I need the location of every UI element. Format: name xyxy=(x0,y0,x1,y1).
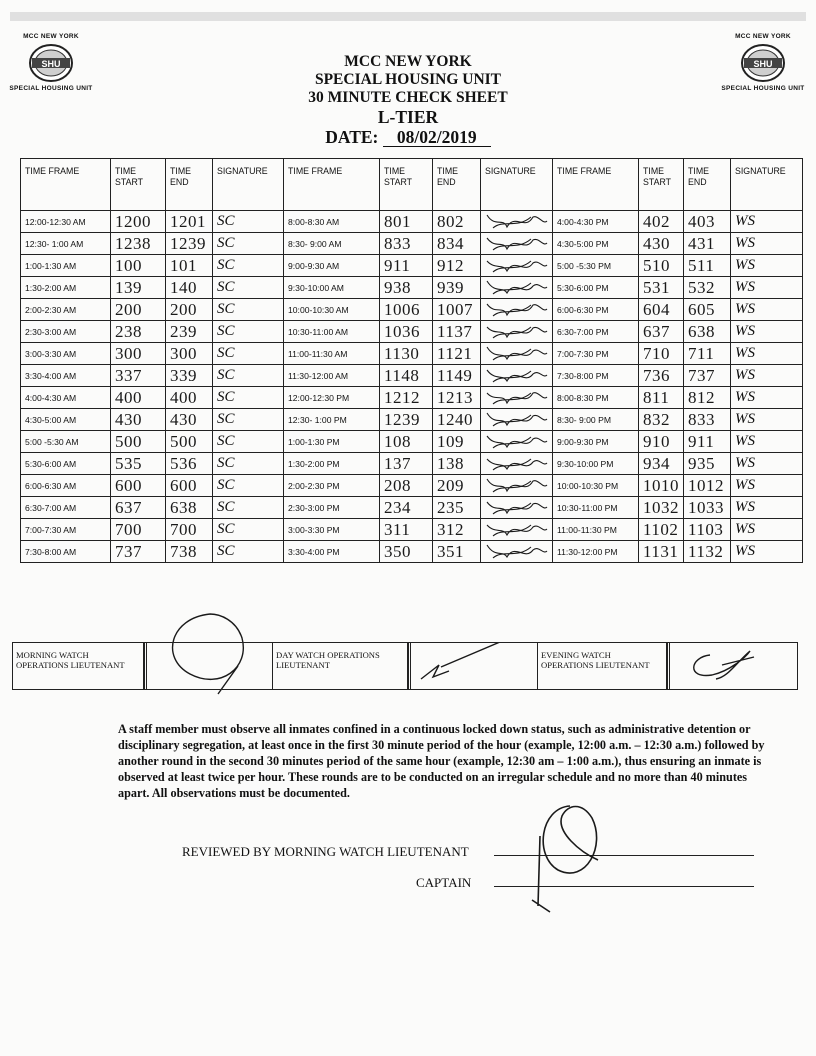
time-frame-cell: 6:00-6:30 PM xyxy=(553,299,639,321)
time-frame-cell: 10:30-11:00 PM xyxy=(553,497,639,519)
time-frame-cell: 6:00-6:30 AM xyxy=(21,475,111,497)
time-end-cell: 400 xyxy=(166,387,213,409)
check-sheet-table xyxy=(20,158,803,563)
table-row xyxy=(21,387,803,409)
column-header: SIGNATURE xyxy=(213,159,284,211)
time-start-cell: 938 xyxy=(380,277,433,299)
emblem-label: SHU xyxy=(41,59,61,69)
signature-scribble xyxy=(481,299,551,320)
day-watch-label: DAY WATCH OPERATIONS LIEUTENANT xyxy=(276,650,380,670)
day-watch-signature xyxy=(411,643,531,687)
time-end-cell: 1240 xyxy=(433,409,481,431)
signature-cell: SC xyxy=(213,453,284,475)
time-end-cell: 430 xyxy=(166,409,213,431)
table-row xyxy=(21,255,803,277)
time-start-cell: 531 xyxy=(639,277,684,299)
signature-cell: WS xyxy=(731,321,803,343)
signature-cell: SC xyxy=(213,475,284,497)
column-header: TIME END xyxy=(684,159,731,211)
time-frame-cell: 9:00-9:30 PM xyxy=(553,431,639,453)
signature-scribble xyxy=(481,343,551,364)
evening-watch-signature-cell xyxy=(667,643,798,689)
time-start-cell: 510 xyxy=(639,255,684,277)
time-end-cell: 1137 xyxy=(433,321,481,343)
table-row xyxy=(21,321,803,343)
observation-policy-text: A staff member must observe all inmates confined in a continuous locked down status, such as administrative detention or disciplinary segregation, at least once in the first 30 minute period of the hour (example, 12:00 a.m. – 12:30 a.m.) followed by another round in the second 30 minutes period of the same hour (example, 12:30 am – 1:00 a.m.), thus ensuring an inmate is observed at least twice per hour. These rounds are to be conducted on an irregular schedule and no more than 40 minutes apart. All observations must be documented. xyxy=(118,722,765,800)
time-frame-cell: 3:30-4:00 PM xyxy=(284,541,380,563)
signature-cell xyxy=(481,497,553,519)
time-start-cell: 108 xyxy=(380,431,433,453)
time-start-cell: 1006 xyxy=(380,299,433,321)
signature-cell xyxy=(481,321,553,343)
time-start-cell: 910 xyxy=(639,431,684,453)
time-frame-cell: 2:00-2:30 AM xyxy=(21,299,111,321)
signature-scribble xyxy=(481,475,551,496)
time-start-cell: 811 xyxy=(639,387,684,409)
time-frame-cell: 10:00-10:30 AM xyxy=(284,299,380,321)
day-watch-label-cell xyxy=(273,643,408,689)
time-end-cell: 511 xyxy=(684,255,731,277)
signature-cell xyxy=(481,541,553,563)
time-frame-cell: 8:00-8:30 AM xyxy=(284,211,380,233)
time-start-cell: 350 xyxy=(380,541,433,563)
signature-scribble xyxy=(481,431,551,452)
time-start-cell: 100 xyxy=(111,255,166,277)
logo-bottom-text: SPECIAL HOUSING UNIT xyxy=(721,85,805,92)
logo-top-text: MCC NEW YORK xyxy=(23,33,79,40)
time-end-cell: 700 xyxy=(166,519,213,541)
signature-cell: SC xyxy=(213,211,284,233)
time-end-cell: 300 xyxy=(166,343,213,365)
time-frame-cell: 8:30- 9:00 AM xyxy=(284,233,380,255)
signature-scribble xyxy=(481,541,551,562)
time-frame-cell: 2:30-3:00 AM xyxy=(21,321,111,343)
logo-bottom-text: SPECIAL HOUSING UNIT xyxy=(9,85,93,92)
time-frame-cell: 4:30-5:00 PM xyxy=(553,233,639,255)
time-end-cell: 532 xyxy=(684,277,731,299)
time-frame-cell: 4:00-4:30 AM xyxy=(21,387,111,409)
table-row xyxy=(21,409,803,431)
time-end-cell: 1121 xyxy=(433,343,481,365)
signature-cell xyxy=(481,277,553,299)
time-end-cell: 1213 xyxy=(433,387,481,409)
time-end-cell: 500 xyxy=(166,431,213,453)
signature-scribble xyxy=(481,321,551,342)
column-header: TIME FRAME xyxy=(21,159,111,211)
shu-logo-left xyxy=(8,33,94,92)
table-row xyxy=(21,233,803,255)
time-frame-cell: 12:30- 1:00 PM xyxy=(284,409,380,431)
time-start-cell: 1036 xyxy=(380,321,433,343)
time-end-cell: 638 xyxy=(684,321,731,343)
signature-cell: SC xyxy=(213,321,284,343)
signature-cell: WS xyxy=(731,409,803,431)
time-start-cell: 1010 xyxy=(639,475,684,497)
time-frame-cell: 7:00-7:30 AM xyxy=(21,519,111,541)
time-frame-cell: 12:00-12:30 PM xyxy=(284,387,380,409)
signature-cell: SC xyxy=(213,343,284,365)
time-start-cell: 736 xyxy=(639,365,684,387)
signature-cell xyxy=(481,431,553,453)
time-start-cell: 1239 xyxy=(380,409,433,431)
time-start-cell: 737 xyxy=(111,541,166,563)
table-row xyxy=(21,343,803,365)
time-start-cell: 200 xyxy=(111,299,166,321)
signature-scribble xyxy=(481,233,551,254)
time-frame-cell: 1:30-2:00 PM xyxy=(284,453,380,475)
table-row xyxy=(21,453,803,475)
signature-cell xyxy=(481,255,553,277)
signature-scribble xyxy=(481,387,551,408)
time-end-cell: 912 xyxy=(433,255,481,277)
time-start-cell: 500 xyxy=(111,431,166,453)
time-end-cell: 140 xyxy=(166,277,213,299)
shu-emblem-icon xyxy=(740,43,786,83)
time-start-cell: 311 xyxy=(380,519,433,541)
time-end-cell: 138 xyxy=(433,453,481,475)
title-line-2: SPECIAL HOUSING UNIT xyxy=(314,71,502,88)
time-end-cell: 431 xyxy=(684,233,731,255)
table-row xyxy=(21,519,803,541)
title-line-1: MCC NEW YORK xyxy=(344,53,472,70)
time-frame-cell: 9:00-9:30 AM xyxy=(284,255,380,277)
time-end-cell: 834 xyxy=(433,233,481,255)
table-row xyxy=(21,211,803,233)
time-frame-cell: 3:00-3:30 AM xyxy=(21,343,111,365)
time-end-cell: 1149 xyxy=(433,365,481,387)
signature-scribble xyxy=(481,277,551,298)
time-end-cell: 737 xyxy=(684,365,731,387)
time-frame-cell: 9:30-10:00 AM xyxy=(284,277,380,299)
signature-cell xyxy=(481,409,553,431)
time-frame-cell: 5:00 -5:30 AM xyxy=(21,431,111,453)
signature-cell xyxy=(481,519,553,541)
time-start-cell: 139 xyxy=(111,277,166,299)
shu-logo-right xyxy=(720,33,806,92)
time-start-cell: 137 xyxy=(380,453,433,475)
column-header: TIME START xyxy=(639,159,684,211)
signature-cell: WS xyxy=(731,431,803,453)
time-end-cell: 239 xyxy=(166,321,213,343)
time-frame-cell: 1:30-2:00 AM xyxy=(21,277,111,299)
time-end-cell: 1012 xyxy=(684,475,731,497)
time-frame-cell: 7:30-8:00 AM xyxy=(21,541,111,563)
time-frame-cell: 6:30-7:00 PM xyxy=(553,321,639,343)
time-end-cell: 109 xyxy=(433,431,481,453)
column-header: SIGNATURE xyxy=(481,159,553,211)
signature-cell: SC xyxy=(213,387,284,409)
time-start-cell: 700 xyxy=(111,519,166,541)
time-frame-cell: 11:30-12:00 PM xyxy=(553,541,639,563)
table-row xyxy=(21,497,803,519)
signature-scribble xyxy=(481,519,551,540)
time-start-cell: 1032 xyxy=(639,497,684,519)
time-end-cell: 1007 xyxy=(433,299,481,321)
time-start-cell: 400 xyxy=(111,387,166,409)
time-frame-cell: 9:30-10:00 PM xyxy=(553,453,639,475)
signature-cell: SC xyxy=(213,541,284,563)
time-start-cell: 801 xyxy=(380,211,433,233)
time-start-cell: 1131 xyxy=(639,541,684,563)
time-frame-cell: 2:00-2:30 PM xyxy=(284,475,380,497)
time-frame-cell: 5:30-6:00 AM xyxy=(21,453,111,475)
document-title xyxy=(230,53,586,147)
time-frame-cell: 8:30- 9:00 PM xyxy=(553,409,639,431)
time-frame-cell: 11:30-12:00 AM xyxy=(284,365,380,387)
signature-cell: SC xyxy=(213,497,284,519)
signature-scribble xyxy=(481,211,551,232)
morning-watch-signature-cell xyxy=(144,643,274,689)
time-end-cell: 339 xyxy=(166,365,213,387)
evening-watch-label-cell xyxy=(538,643,667,689)
table-row xyxy=(21,299,803,321)
signature-scribble xyxy=(481,497,551,518)
time-start-cell: 637 xyxy=(639,321,684,343)
time-end-cell: 802 xyxy=(433,211,481,233)
morning-watch-label-cell xyxy=(13,643,144,689)
signature-cell: SC xyxy=(213,255,284,277)
morning-watch-label: MORNING WATCH OPERATIONS LIEUTENANT xyxy=(16,650,125,670)
time-end-cell: 638 xyxy=(166,497,213,519)
signature-cell xyxy=(481,453,553,475)
signature-cell: WS xyxy=(731,255,803,277)
captain-label: CAPTAIN xyxy=(416,875,472,890)
signature-cell: SC xyxy=(213,431,284,453)
signature-cell: WS xyxy=(731,211,803,233)
table-row xyxy=(21,541,803,563)
time-start-cell: 430 xyxy=(639,233,684,255)
time-start-cell: 1148 xyxy=(380,365,433,387)
time-start-cell: 832 xyxy=(639,409,684,431)
signature-cell: WS xyxy=(731,365,803,387)
time-start-cell: 833 xyxy=(380,233,433,255)
time-frame-cell: 12:00-12:30 AM xyxy=(21,211,111,233)
time-start-cell: 300 xyxy=(111,343,166,365)
time-end-cell: 605 xyxy=(684,299,731,321)
time-end-cell: 1033 xyxy=(684,497,731,519)
time-start-cell: 238 xyxy=(111,321,166,343)
column-header: TIME START xyxy=(111,159,166,211)
reviewed-by-label: REVIEWED BY MORNING WATCH LIEUTENANT xyxy=(182,844,469,859)
time-end-cell: 403 xyxy=(684,211,731,233)
time-start-cell: 1130 xyxy=(380,343,433,365)
day-watch-signature-cell xyxy=(408,643,538,689)
signature-cell xyxy=(481,233,553,255)
time-end-cell: 738 xyxy=(166,541,213,563)
signature-cell: SC xyxy=(213,519,284,541)
time-frame-cell: 2:30-3:00 PM xyxy=(284,497,380,519)
signature-cell: SC xyxy=(213,409,284,431)
date-label: DATE: xyxy=(325,127,379,147)
time-end-cell: 536 xyxy=(166,453,213,475)
time-frame-cell: 4:30-5:00 AM xyxy=(21,409,111,431)
emblem-label: SHU xyxy=(753,59,773,69)
signature-cell: WS xyxy=(731,453,803,475)
signature-cell xyxy=(481,299,553,321)
time-start-cell: 934 xyxy=(639,453,684,475)
time-end-cell: 312 xyxy=(433,519,481,541)
time-start-cell: 1200 xyxy=(111,211,166,233)
watch-lieutenant-bar xyxy=(12,642,798,690)
time-start-cell: 337 xyxy=(111,365,166,387)
signature-scribble xyxy=(481,365,551,386)
title-line-3: 30 MINUTE CHECK SHEET xyxy=(308,89,508,106)
time-end-cell: 812 xyxy=(684,387,731,409)
evening-watch-label: EVENING WATCH OPERATIONS LIEUTENANT xyxy=(541,650,650,670)
time-start-cell: 1102 xyxy=(639,519,684,541)
time-frame-cell: 8:00-8:30 PM xyxy=(553,387,639,409)
tier-label: L-TIER xyxy=(377,107,439,127)
table-row xyxy=(21,365,803,387)
time-end-cell: 1103 xyxy=(684,519,731,541)
time-end-cell: 1239 xyxy=(166,233,213,255)
time-end-cell: 1132 xyxy=(684,541,731,563)
time-end-cell: 600 xyxy=(166,475,213,497)
time-frame-cell: 10:30-11:00 AM xyxy=(284,321,380,343)
time-end-cell: 1201 xyxy=(166,211,213,233)
time-frame-cell: 7:30-8:00 PM xyxy=(553,365,639,387)
time-frame-cell: 1:00-1:30 AM xyxy=(21,255,111,277)
time-end-cell: 911 xyxy=(684,431,731,453)
column-header: SIGNATURE xyxy=(731,159,803,211)
column-header: TIME FRAME xyxy=(553,159,639,211)
time-start-cell: 1212 xyxy=(380,387,433,409)
time-frame-cell: 11:00-11:30 AM xyxy=(284,343,380,365)
time-start-cell: 604 xyxy=(639,299,684,321)
time-start-cell: 1238 xyxy=(111,233,166,255)
signature-cell xyxy=(481,387,553,409)
time-frame-cell: 10:00-10:30 PM xyxy=(553,475,639,497)
time-start-cell: 600 xyxy=(111,475,166,497)
logo-top-text: MCC NEW YORK xyxy=(735,33,791,40)
signature-cell: SC xyxy=(213,365,284,387)
signature-cell: WS xyxy=(731,387,803,409)
time-end-cell: 833 xyxy=(684,409,731,431)
time-frame-cell: 3:00-3:30 PM xyxy=(284,519,380,541)
signature-cell xyxy=(481,211,553,233)
signature-scribble xyxy=(481,255,551,276)
column-header: TIME END xyxy=(433,159,481,211)
time-start-cell: 234 xyxy=(380,497,433,519)
signature-cell: WS xyxy=(731,519,803,541)
signature-cell: WS xyxy=(731,233,803,255)
time-end-cell: 235 xyxy=(433,497,481,519)
time-frame-cell: 3:30-4:00 AM xyxy=(21,365,111,387)
time-start-cell: 710 xyxy=(639,343,684,365)
time-frame-cell: 4:00-4:30 PM xyxy=(553,211,639,233)
table-row xyxy=(21,431,803,453)
signature-cell xyxy=(481,365,553,387)
signature-cell xyxy=(481,475,553,497)
signature-cell: SC xyxy=(213,299,284,321)
time-end-cell: 935 xyxy=(684,453,731,475)
signature-cell: WS xyxy=(731,277,803,299)
column-header: TIME START xyxy=(380,159,433,211)
time-frame-cell: 5:30-6:00 PM xyxy=(553,277,639,299)
time-start-cell: 402 xyxy=(639,211,684,233)
time-frame-cell: 5:00 -5:30 PM xyxy=(553,255,639,277)
signature-cell: WS xyxy=(731,541,803,563)
signature-cell: WS xyxy=(731,343,803,365)
evening-watch-signature xyxy=(670,643,790,687)
signature-cell: SC xyxy=(213,277,284,299)
table-row xyxy=(21,277,803,299)
time-end-cell: 351 xyxy=(433,541,481,563)
signature-cell: WS xyxy=(731,475,803,497)
signature-scribble xyxy=(481,409,551,430)
time-start-cell: 430 xyxy=(111,409,166,431)
date-value: 08/02/2019 xyxy=(383,128,491,147)
time-end-cell: 939 xyxy=(433,277,481,299)
scan-top-bar xyxy=(10,12,806,21)
time-start-cell: 911 xyxy=(380,255,433,277)
signature-cell: WS xyxy=(731,497,803,519)
time-frame-cell: 6:30-7:00 AM xyxy=(21,497,111,519)
column-header: TIME END xyxy=(166,159,213,211)
signature-cell xyxy=(481,343,553,365)
signature-scribble xyxy=(481,453,551,474)
time-frame-cell: 12:30- 1:00 AM xyxy=(21,233,111,255)
shu-emblem-icon xyxy=(28,43,74,83)
time-frame-cell: 1:00-1:30 PM xyxy=(284,431,380,453)
time-end-cell: 200 xyxy=(166,299,213,321)
time-start-cell: 208 xyxy=(380,475,433,497)
signature-cell: WS xyxy=(731,299,803,321)
table-header-row xyxy=(21,159,803,211)
time-end-cell: 101 xyxy=(166,255,213,277)
column-header: TIME FRAME xyxy=(284,159,380,211)
table-row xyxy=(21,475,803,497)
reviewer-signature xyxy=(510,796,620,916)
time-frame-cell: 11:00-11:30 PM xyxy=(553,519,639,541)
time-start-cell: 637 xyxy=(111,497,166,519)
time-frame-cell: 7:00-7:30 PM xyxy=(553,343,639,365)
signature-cell: SC xyxy=(213,233,284,255)
time-end-cell: 711 xyxy=(684,343,731,365)
time-start-cell: 535 xyxy=(111,453,166,475)
time-end-cell: 209 xyxy=(433,475,481,497)
date-line xyxy=(230,128,586,147)
